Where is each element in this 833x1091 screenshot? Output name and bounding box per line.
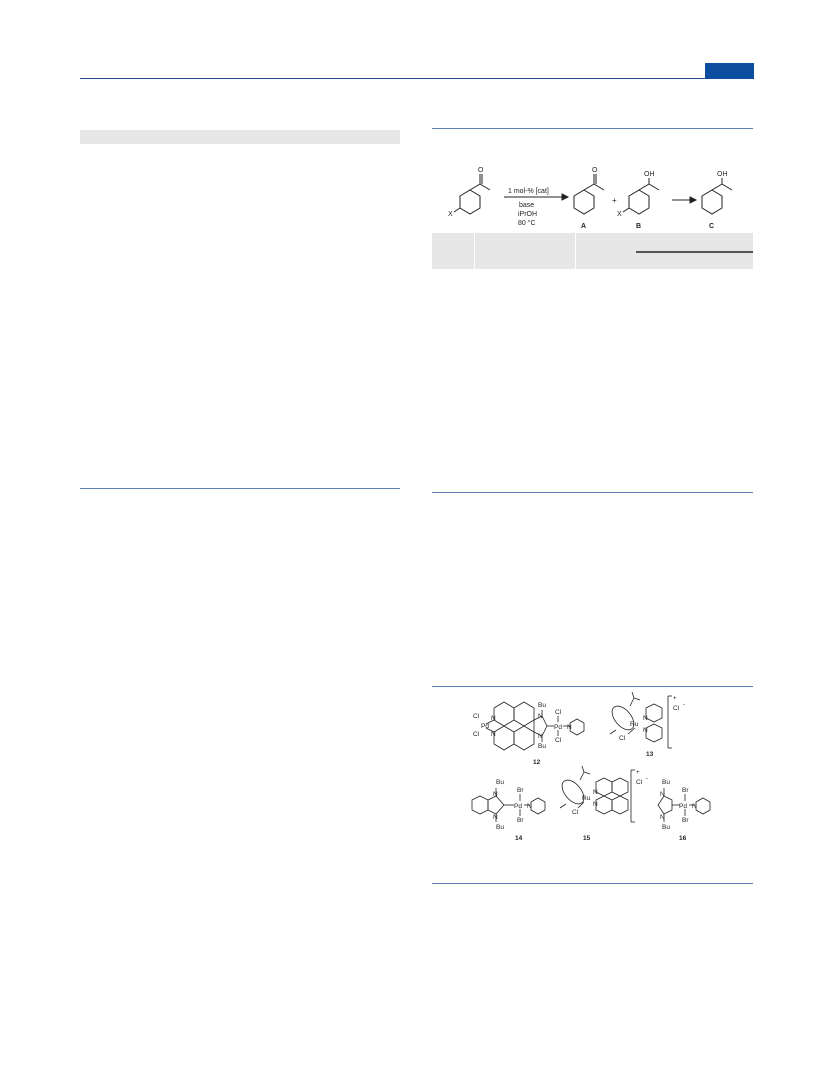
- c14-bu-2: Bu: [496, 824, 504, 831]
- compound-13-label: 13: [646, 751, 654, 758]
- reagent-label: 1 mol-% [cat]: [508, 188, 549, 195]
- c14-atom-n-1: N: [493, 791, 498, 798]
- table-bottom-rule: [432, 492, 753, 493]
- product-a-carbonyl-o: O: [592, 167, 598, 174]
- reactant-ring: [460, 190, 480, 214]
- c16-bu-2: Bu: [662, 824, 670, 831]
- table-spanning-rule: [636, 251, 753, 253]
- compound-14-label: 14: [515, 835, 523, 842]
- c13-atom-ru: Ru: [630, 721, 639, 728]
- catalyst-figure: [432, 692, 753, 877]
- condition-temperature: 80 °C: [518, 220, 536, 227]
- c15-atom-ru: Ru: [582, 795, 591, 802]
- product-c-hydroxyl: OH: [717, 171, 728, 178]
- c14-atom-br-2: Br: [517, 817, 524, 824]
- c12-atom-n-5: N: [567, 724, 572, 731]
- reactant-carbonyl-o: O: [478, 167, 484, 174]
- left-column-heading-band: [80, 130, 400, 144]
- c16-atom-n-3: N: [692, 803, 697, 810]
- reaction-scheme: [432, 160, 753, 235]
- c13-counterion-charge: -: [683, 702, 685, 708]
- c16-atom-n-2: N: [660, 814, 665, 821]
- c15-atom-n-1: N: [593, 789, 598, 796]
- c16-atom-n-1: N: [660, 791, 665, 798]
- compound-16-label: 16: [679, 835, 687, 842]
- figure-bottom-rule: [432, 883, 753, 884]
- c12-atom-cl-2: Cl: [473, 731, 480, 738]
- c12-atom-pd-1: Pd: [481, 723, 489, 730]
- c15-charge: +: [636, 770, 640, 776]
- c16-bu-1: Bu: [662, 779, 670, 786]
- c12-bu-1: Bu: [538, 702, 546, 709]
- c12-atom-cl-3: Cl: [555, 709, 562, 716]
- left-column-rule: [80, 488, 400, 489]
- product-c-label: C: [709, 223, 715, 230]
- compound-12-label: 12: [533, 759, 541, 766]
- c14-atom-br-1: Br: [517, 787, 524, 794]
- c14-bu-1: Bu: [496, 779, 504, 786]
- condition-solvent: iPrOH: [518, 211, 538, 218]
- product-a-label: A: [581, 223, 587, 230]
- reactant-substituent: X: [448, 211, 453, 218]
- c16-atom-br-2: Br: [682, 817, 689, 824]
- c15-counterion-charge: -: [646, 776, 648, 782]
- c14-atom-pd: Pd: [514, 803, 522, 810]
- c12-bu-2: Bu: [538, 743, 546, 750]
- c15-atom-cl: Cl: [572, 809, 579, 816]
- c15-counterion: Cl: [636, 779, 643, 786]
- c14-atom-n-2: N: [493, 814, 498, 821]
- plus-sign: +: [612, 196, 617, 205]
- c13-atom-n-1: N: [643, 715, 648, 722]
- compound-15-label: 15: [583, 835, 591, 842]
- c13-charge: +: [673, 696, 677, 702]
- c15-atom-n-2: N: [593, 801, 598, 808]
- table-subheader-row: [432, 251, 753, 269]
- scheme-top-rule: [432, 128, 753, 129]
- c13-atom-n-2: N: [643, 727, 648, 734]
- condition-base: base: [519, 202, 535, 209]
- c14-atom-n-3: N: [527, 803, 532, 810]
- product-b-substituent: X: [617, 211, 622, 218]
- results-table-header: [432, 233, 753, 269]
- c16-atom-br-1: Br: [682, 787, 689, 794]
- table-header-row: [432, 233, 753, 251]
- product-b-hydroxyl: OH: [644, 171, 655, 178]
- header-accent-tab: [705, 63, 754, 79]
- c12-atom-n-2: N: [491, 731, 496, 738]
- c16-atom-pd: Pd: [679, 803, 687, 810]
- c12-atom-n-4: N: [538, 733, 543, 740]
- product-b-label: B: [636, 223, 642, 230]
- c13-atom-cl: Cl: [619, 735, 626, 742]
- c13-counterion: Cl: [673, 705, 680, 712]
- figure-top-rule: [432, 686, 753, 687]
- c12-atom-n-3: N: [538, 713, 543, 720]
- c12-atom-cl-1: Cl: [473, 713, 480, 720]
- c12-atom-pd-2: Pd: [554, 724, 562, 731]
- header-rule: [80, 78, 754, 79]
- c12-atom-n-1: N: [491, 715, 496, 722]
- c12-atom-cl-4: Cl: [555, 737, 562, 744]
